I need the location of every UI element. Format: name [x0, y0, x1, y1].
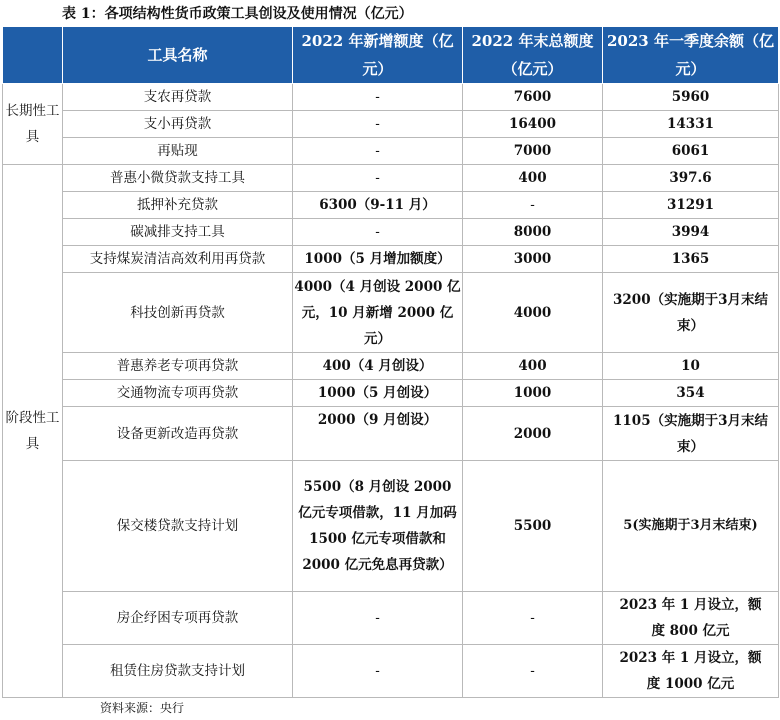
table-row: [3, 380, 779, 407]
row-name: 支农再贷款: [63, 84, 293, 111]
row-q1: 6061: [603, 138, 779, 165]
row-q1: 1365: [603, 246, 779, 273]
group-label-long-term: 长期性工具: [3, 84, 63, 165]
row-new: -: [293, 645, 463, 698]
row-name: 抵押补充贷款: [63, 192, 293, 219]
structural-tools-table: [2, 26, 779, 698]
row-new: -: [293, 84, 463, 111]
row-new: -: [293, 165, 463, 192]
row-q1: 5960: [603, 84, 779, 111]
row-new: -: [293, 138, 463, 165]
row-name: 房企纾困专项再贷款: [63, 592, 293, 645]
row-q1: 2023 年 1 月设立，额度 800 亿元: [603, 592, 779, 645]
row-new: 1000（5 月创设）: [293, 380, 463, 407]
row-total: 4000: [463, 273, 603, 353]
row-new: 1000（5 月增加额度）: [293, 246, 463, 273]
table-row: [3, 219, 779, 246]
row-name: 保交楼贷款支持计划: [63, 461, 293, 592]
row-q1: 3200（实施期于3月末结束）: [603, 273, 779, 353]
row-q1: 5(实施期于3月末结束): [603, 461, 779, 592]
table-row: [3, 192, 779, 219]
table-row: [3, 138, 779, 165]
row-total: 7000: [463, 138, 603, 165]
table-row: [3, 273, 779, 353]
row-name: 普惠小微贷款支持工具: [63, 165, 293, 192]
row-name: 租赁住房贷款支持计划: [63, 645, 293, 698]
table-row: [3, 84, 779, 111]
table-row: [3, 645, 779, 698]
row-new: 4000（4 月创设 2000 亿元，10 月新增 2000 亿元）: [293, 273, 463, 353]
row-name: 交通物流专项再贷款: [63, 380, 293, 407]
row-name: 科技创新再贷款: [63, 273, 293, 353]
row-q1: 354: [603, 380, 779, 407]
table-row: [3, 592, 779, 645]
row-name: 支小再贷款: [63, 111, 293, 138]
header-2022-new: 2022 年新增额度（亿元）: [293, 27, 463, 84]
table-caption: 表 1：各项结构性货币政策工具创设及使用情况（亿元）: [62, 6, 413, 22]
row-q1: 2023 年 1 月设立，额度 1000 亿元: [603, 645, 779, 698]
row-q1: 31291: [603, 192, 779, 219]
row-name: 设备更新改造再贷款: [63, 407, 293, 461]
row-total: -: [463, 592, 603, 645]
header-2022-total: 2022 年末总额度（亿元）: [463, 27, 603, 84]
row-total: 8000: [463, 219, 603, 246]
row-q1: 3994: [603, 219, 779, 246]
row-new: 2000（9 月创设）: [293, 407, 463, 461]
header-2023q1: 2023 年一季度余额（亿元）: [603, 27, 779, 84]
row-q1: 397.6: [603, 165, 779, 192]
header-blank-cell: [3, 27, 63, 84]
row-total: 400: [463, 353, 603, 380]
row-new: -: [293, 592, 463, 645]
row-q1: 10: [603, 353, 779, 380]
row-new: -: [293, 111, 463, 138]
row-total: 400: [463, 165, 603, 192]
header-tool-name: 工具名称: [63, 27, 293, 84]
row-total: 2000: [463, 407, 603, 461]
row-total: 7600: [463, 84, 603, 111]
table-row: [3, 111, 779, 138]
row-new: 400（4 月创设）: [293, 353, 463, 380]
table-row: [3, 407, 779, 461]
row-total: 1000: [463, 380, 603, 407]
row-total: -: [463, 192, 603, 219]
row-new: 6300（9-11 月）: [293, 192, 463, 219]
row-q1: 14331: [603, 111, 779, 138]
row-total: 3000: [463, 246, 603, 273]
row-name: 再贴现: [63, 138, 293, 165]
source-note: 资料来源：央行: [100, 701, 185, 715]
table-row: [3, 353, 779, 380]
row-q1: 1105（实施期于3月末结束）: [603, 407, 779, 461]
table-row: [3, 246, 779, 273]
table-row: [3, 461, 779, 592]
row-name: 普惠养老专项再贷款: [63, 353, 293, 380]
row-total: 5500: [463, 461, 603, 592]
group-label-phase: 阶段性工具: [3, 165, 63, 698]
row-new: 5500（8 月创设 2000 亿元专项借款，11 月加码 1500 亿元专项借款和 2000 亿元免息再贷款）: [293, 461, 463, 592]
row-total: 16400: [463, 111, 603, 138]
row-new: -: [293, 219, 463, 246]
row-name: 支持煤炭清洁高效利用再贷款: [63, 246, 293, 273]
row-name: 碳减排支持工具: [63, 219, 293, 246]
row-total: -: [463, 645, 603, 698]
table-row: [3, 165, 779, 192]
